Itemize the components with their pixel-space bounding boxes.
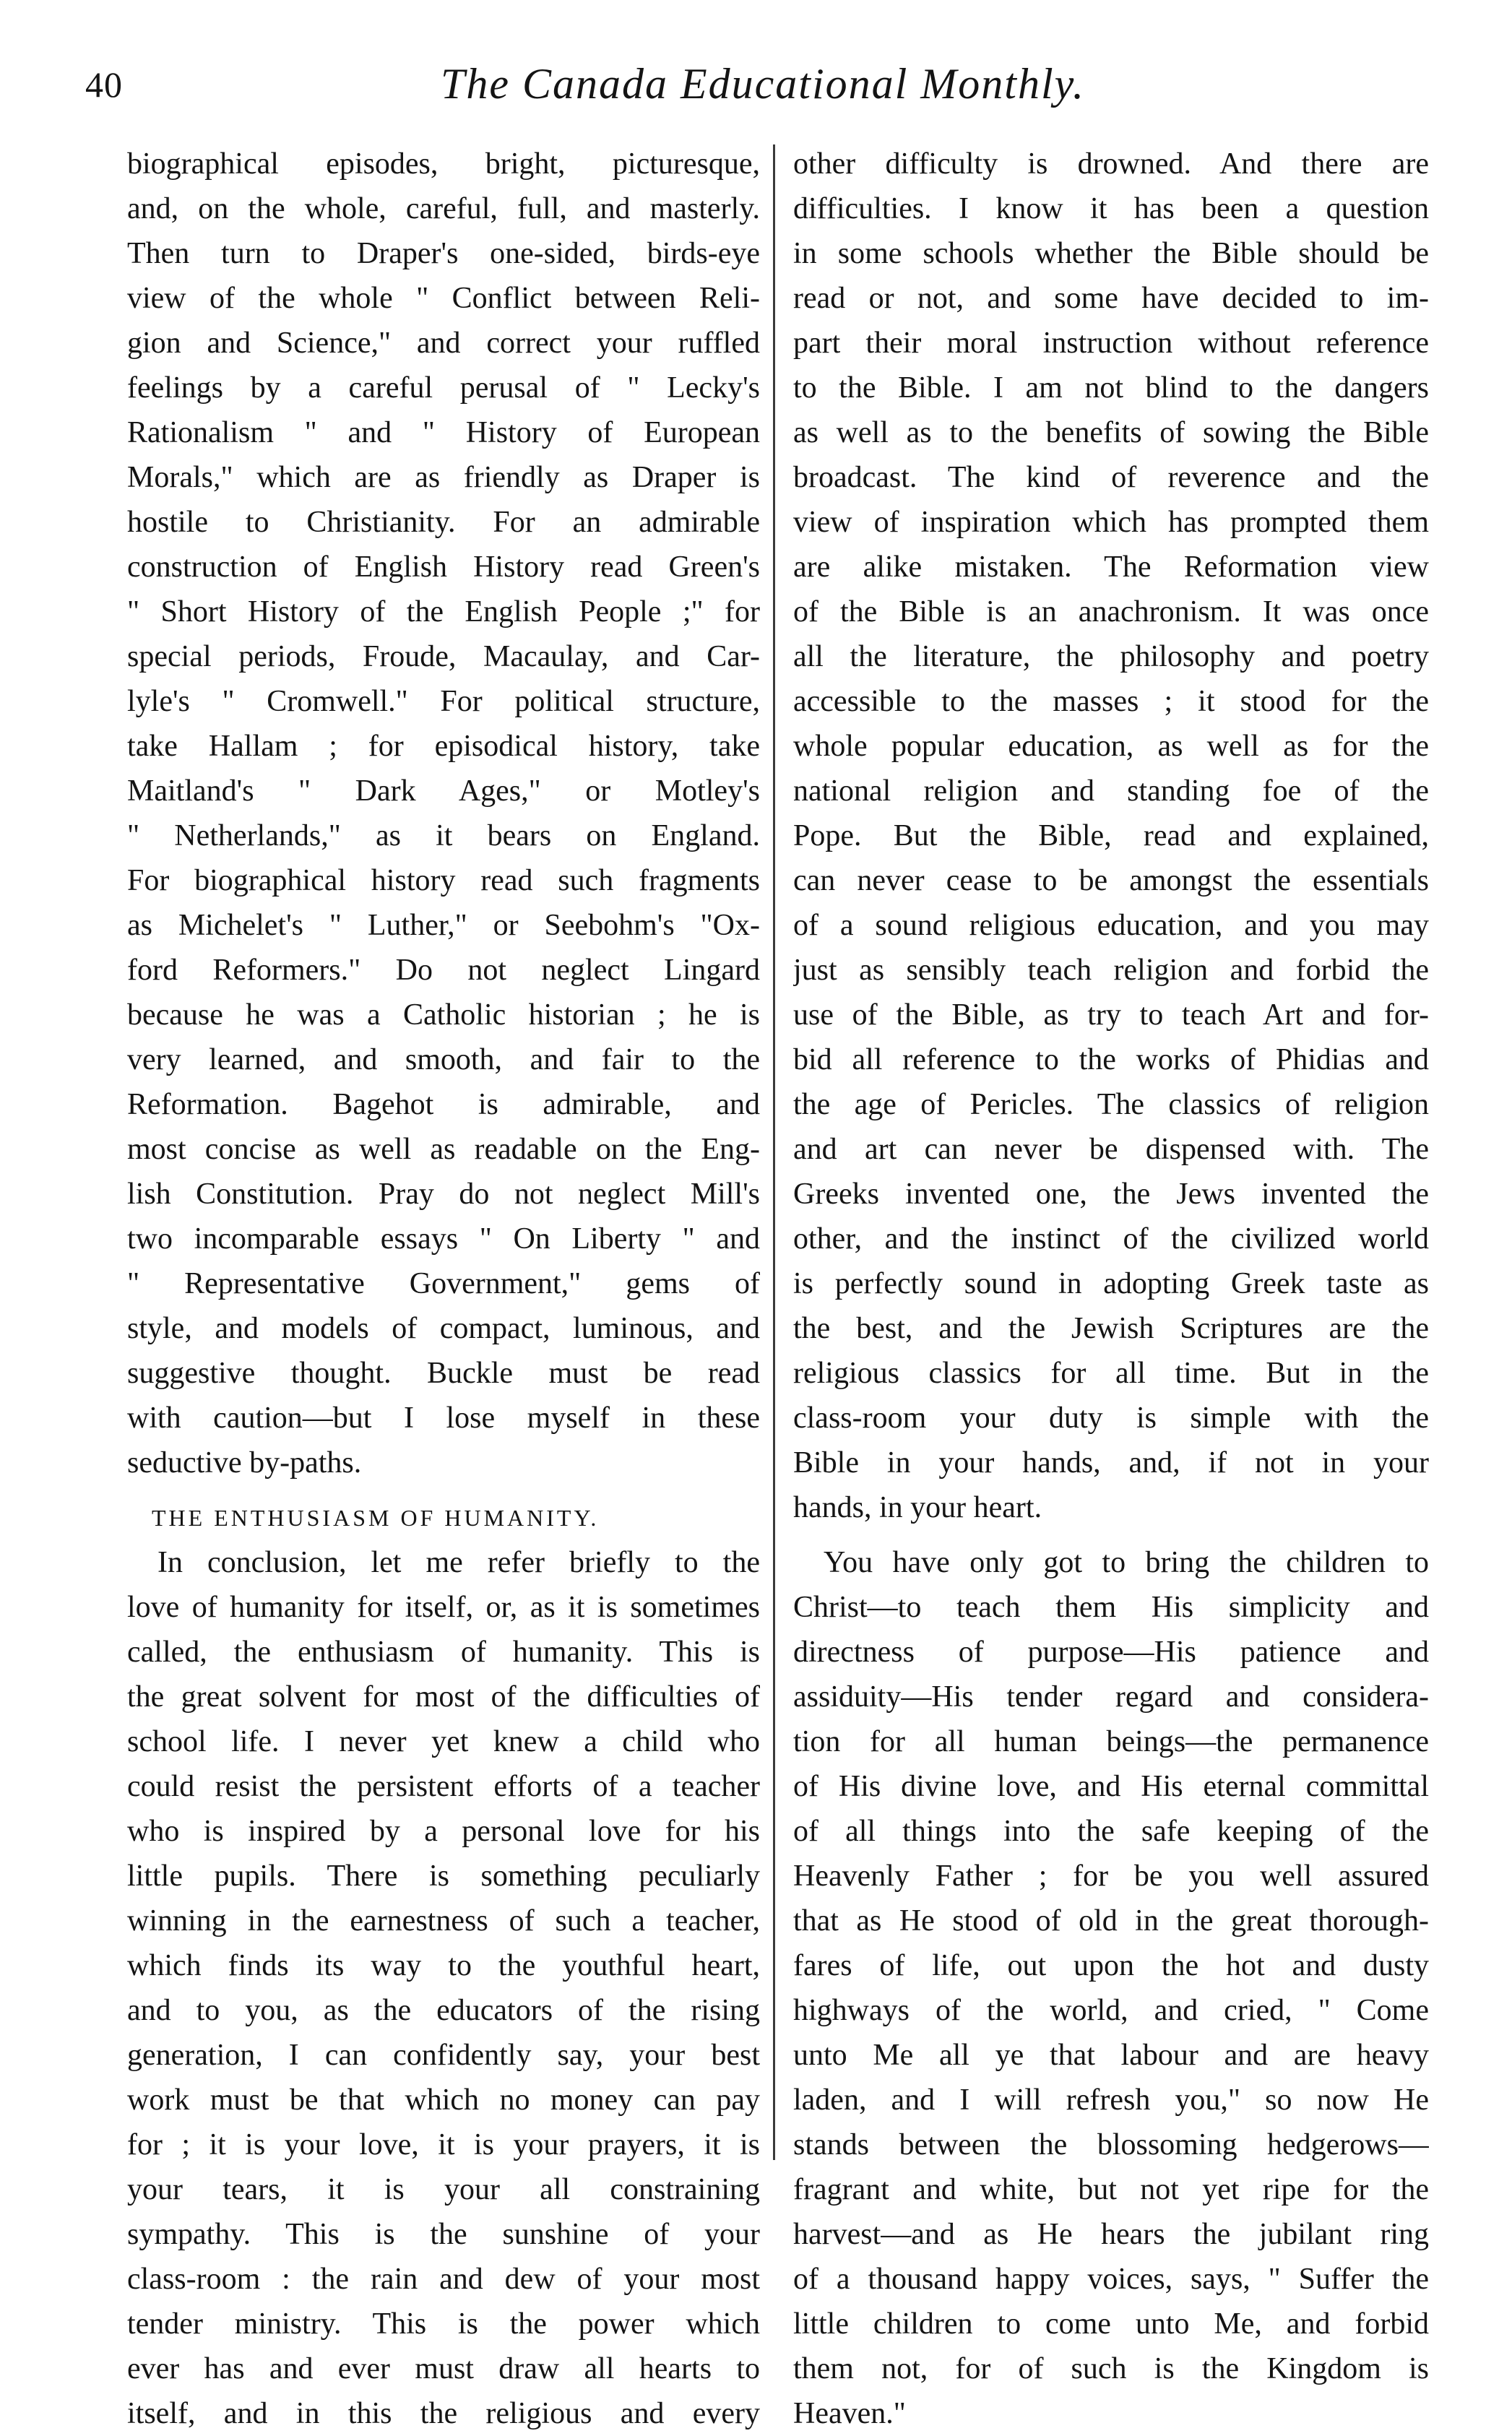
text-line: national religion and standing foe of the	[793, 774, 1429, 808]
text-line: the great solvent for most of the difficulties of	[127, 1680, 760, 1714]
text-line: Then turn to Draper's one-sided, birds-eye	[127, 237, 760, 270]
paragraph	[127, 1540, 760, 2436]
text-line: lyle's " Cromwell." For political structure,	[127, 685, 760, 718]
text-line: Maitland's " Dark Ages," or Motley's	[127, 774, 760, 808]
text-line: biographical episodes, bright, picturesque,	[127, 147, 760, 181]
right-column	[793, 142, 1429, 2436]
text-line: ever has and ever must draw all hearts to	[127, 2352, 760, 2385]
paragraph	[793, 142, 1429, 1530]
text-line: Rationalism " and " History of European	[127, 416, 760, 449]
text-line: are alike mistaken. The Reformation view	[793, 550, 1429, 584]
text-line: in some schools whether the Bible should be	[793, 237, 1429, 270]
text-line: difficulties. I know it has been a question	[793, 192, 1429, 225]
text-line: You have only got to bring the children to	[824, 1546, 1429, 1579]
text-line: Pope. But the Bible, read and explained,	[793, 819, 1429, 852]
text-line: fragrant and white, but not yet ripe for the	[793, 2173, 1429, 2206]
text-line: of a sound religious education, and you may	[793, 909, 1429, 942]
text-line: sympathy. This is the sunshine of your	[127, 2218, 760, 2251]
left-column	[127, 142, 760, 2436]
text-line: unto Me all ye that labour and are heavy	[793, 2039, 1429, 2072]
text-line: that as He stood of old in the great thorough-	[793, 1904, 1429, 1938]
text-line: of a thousand happy voices, says, " Suffer the	[793, 2263, 1429, 2296]
text-line: hands, in your heart.	[793, 1491, 1042, 1524]
text-line: of the Bible is an anachronism. It was once	[793, 595, 1429, 629]
text-line: of His divine love, and His eternal committal	[793, 1770, 1429, 1803]
text-line: religious classics for all time. But in the	[793, 1357, 1429, 1390]
text-line: whole popular education, as well as for the	[793, 730, 1429, 763]
text-line: In conclusion, let me refer briefly to the	[157, 1546, 760, 1579]
text-line: Greeks invented one, the Jews invented the	[793, 1178, 1429, 1211]
page-number: 40	[85, 64, 123, 105]
text-line: very learned, and smooth, and fair to the	[127, 1043, 760, 1076]
text-line: class-room : the rain and dew of your most	[127, 2263, 760, 2296]
text-line: and to you, as the educators of the rising	[127, 1994, 760, 2027]
text-line: love of humanity for itself, or, as it is sometimes	[127, 1591, 760, 1624]
text-line: fares of life, out upon the hot and dusty	[793, 1949, 1429, 1982]
text-line: to the Bible. I am not blind to the dangers	[793, 371, 1429, 405]
text-line: the best, and the Jewish Scriptures are the	[793, 1312, 1429, 1345]
text-line: highways of the world, and cried, " Come	[793, 1994, 1429, 2027]
text-line: view of the whole " Conflict between Reli-	[127, 282, 760, 315]
text-line: assiduity—His tender regard and considera-	[793, 1680, 1429, 1714]
text-line: could resist the persistent efforts of a teacher	[127, 1770, 760, 1803]
text-line: For biographical history read such fragments	[127, 864, 760, 897]
text-line: " Representative Government," gems of	[127, 1267, 760, 1300]
text-line: most concise as well as readable on the Eng-	[127, 1133, 760, 1166]
text-line: part their moral instruction without reference	[793, 327, 1429, 360]
column-divider	[773, 144, 775, 2160]
text-line: because he was a Catholic historian ; he is	[127, 998, 760, 1032]
text-line: called, the enthusiasm of humanity. This is	[127, 1636, 760, 1669]
text-line: read or not, and some have decided to im-	[793, 282, 1429, 315]
text-line: is perfectly sound in adopting Greek taste as	[793, 1267, 1429, 1300]
text-line: other difficulty is drowned. And there are	[793, 147, 1429, 181]
text-line: tender ministry. This is the power which	[127, 2307, 760, 2341]
text-line: hostile to Christianity. For an admirable	[127, 506, 760, 539]
text-line: " Netherlands," as it bears on England.	[127, 819, 760, 852]
text-line: special periods, Froude, Macaulay, and Car-	[127, 640, 760, 673]
text-line: class-room your duty is simple with the	[793, 1401, 1429, 1435]
text-line: take Hallam ; for episodical history, take	[127, 730, 760, 763]
text-line: construction of English History read Green's	[127, 550, 760, 584]
text-line: as Michelet's " Luther," or Seebohm's "Ox-	[127, 909, 760, 942]
paragraph	[793, 1540, 1429, 2436]
text-line: lish Constitution. Pray do not neglect Mill's	[127, 1178, 760, 1211]
text-line: which finds its way to the youthful heart,	[127, 1949, 760, 1982]
text-line: who is inspired by a personal love for his	[127, 1815, 760, 1848]
text-line: Reformation. Bagehot is admirable, and	[127, 1088, 760, 1121]
text-line: little children to come unto Me, and forbid	[793, 2307, 1429, 2341]
text-line: all the literature, the philosophy and poetry	[793, 640, 1429, 673]
text-line: little pupils. There is something peculiarly	[127, 1860, 760, 1893]
text-line: Bible in your hands, and, if not in your	[793, 1446, 1429, 1480]
text-line: bid all reference to the works of Phidias and	[793, 1043, 1429, 1076]
text-line: winning in the earnestness of such a teacher,	[127, 1904, 760, 1938]
text-line: style, and models of compact, luminous, and	[127, 1312, 760, 1345]
text-line: ford Reformers." Do not neglect Lingard	[127, 954, 760, 987]
text-line: work must be that which no money can pay	[127, 2083, 760, 2117]
text-line: " Short History of the English People ;" for	[127, 595, 760, 629]
text-line: school life. I never yet knew a child who	[127, 1725, 760, 1758]
text-line: view of inspiration which has prompted them	[793, 506, 1429, 539]
text-line: other, and the instinct of the civilized world	[793, 1222, 1429, 1256]
text-line: of all things into the safe keeping of the	[793, 1815, 1429, 1848]
text-line: broadcast. The kind of reverence and the	[793, 461, 1429, 494]
running-title: The Canada Educational Monthly.	[441, 60, 1085, 108]
text-line: suggestive thought. Buckle must be read	[127, 1357, 760, 1390]
section-heading: THE ENTHUSIASM OF HUMANITY.	[152, 1505, 600, 1531]
text-line: and, on the whole, careful, full, and masterly.	[127, 192, 760, 225]
text-line: Morals," which are as friendly as Draper is	[127, 461, 760, 494]
text-line: generation, I can confidently say, your best	[127, 2039, 760, 2072]
text-line: Heaven."	[793, 2397, 906, 2430]
text-line: itself, and in this the religious and every	[127, 2397, 760, 2430]
text-line: use of the Bible, as try to teach Art and for-	[793, 998, 1429, 1032]
text-line: harvest—and as He hears the jubilant ring	[793, 2218, 1429, 2251]
text-line: two incomparable essays " On Liberty " and	[127, 1222, 760, 1256]
text-line: them not, for of such is the Kingdom is	[793, 2352, 1429, 2385]
text-line: the age of Pericles. The classics of religion	[793, 1088, 1429, 1121]
text-line: with caution—but I lose myself in these	[127, 1401, 760, 1435]
text-line: laden, and I will refresh you," so now He	[793, 2083, 1429, 2117]
text-line: seductive by-paths.	[127, 1446, 362, 1480]
text-line: gion and Science," and correct your ruffled	[127, 327, 760, 360]
text-line: directness of purpose—His patience and	[793, 1636, 1429, 1669]
text-line: tion for all human beings—the permanence	[793, 1725, 1429, 1758]
text-line: feelings by a careful perusal of " Lecky's	[127, 371, 760, 405]
text-line: your tears, it is your all constraining	[127, 2173, 760, 2206]
text-line: Heavenly Father ; for be you well assured	[793, 1860, 1429, 1893]
text-line: Christ—to teach them His simplicity and	[793, 1591, 1429, 1624]
text-line: for ; it is your love, it is your prayers, it is	[127, 2128, 760, 2161]
text-line: as well as to the benefits of sowing the Bible	[793, 416, 1429, 449]
text-line: just as sensibly teach religion and forbid the	[793, 954, 1429, 987]
text-line: can never cease to be amongst the essentials	[793, 864, 1429, 897]
text-line: accessible to the masses ; it stood for the	[793, 685, 1429, 718]
text-line: stands between the blossoming hedgerows—	[793, 2128, 1429, 2161]
text-line: and art can never be dispensed with. The	[793, 1133, 1429, 1166]
paragraph	[127, 142, 760, 1485]
